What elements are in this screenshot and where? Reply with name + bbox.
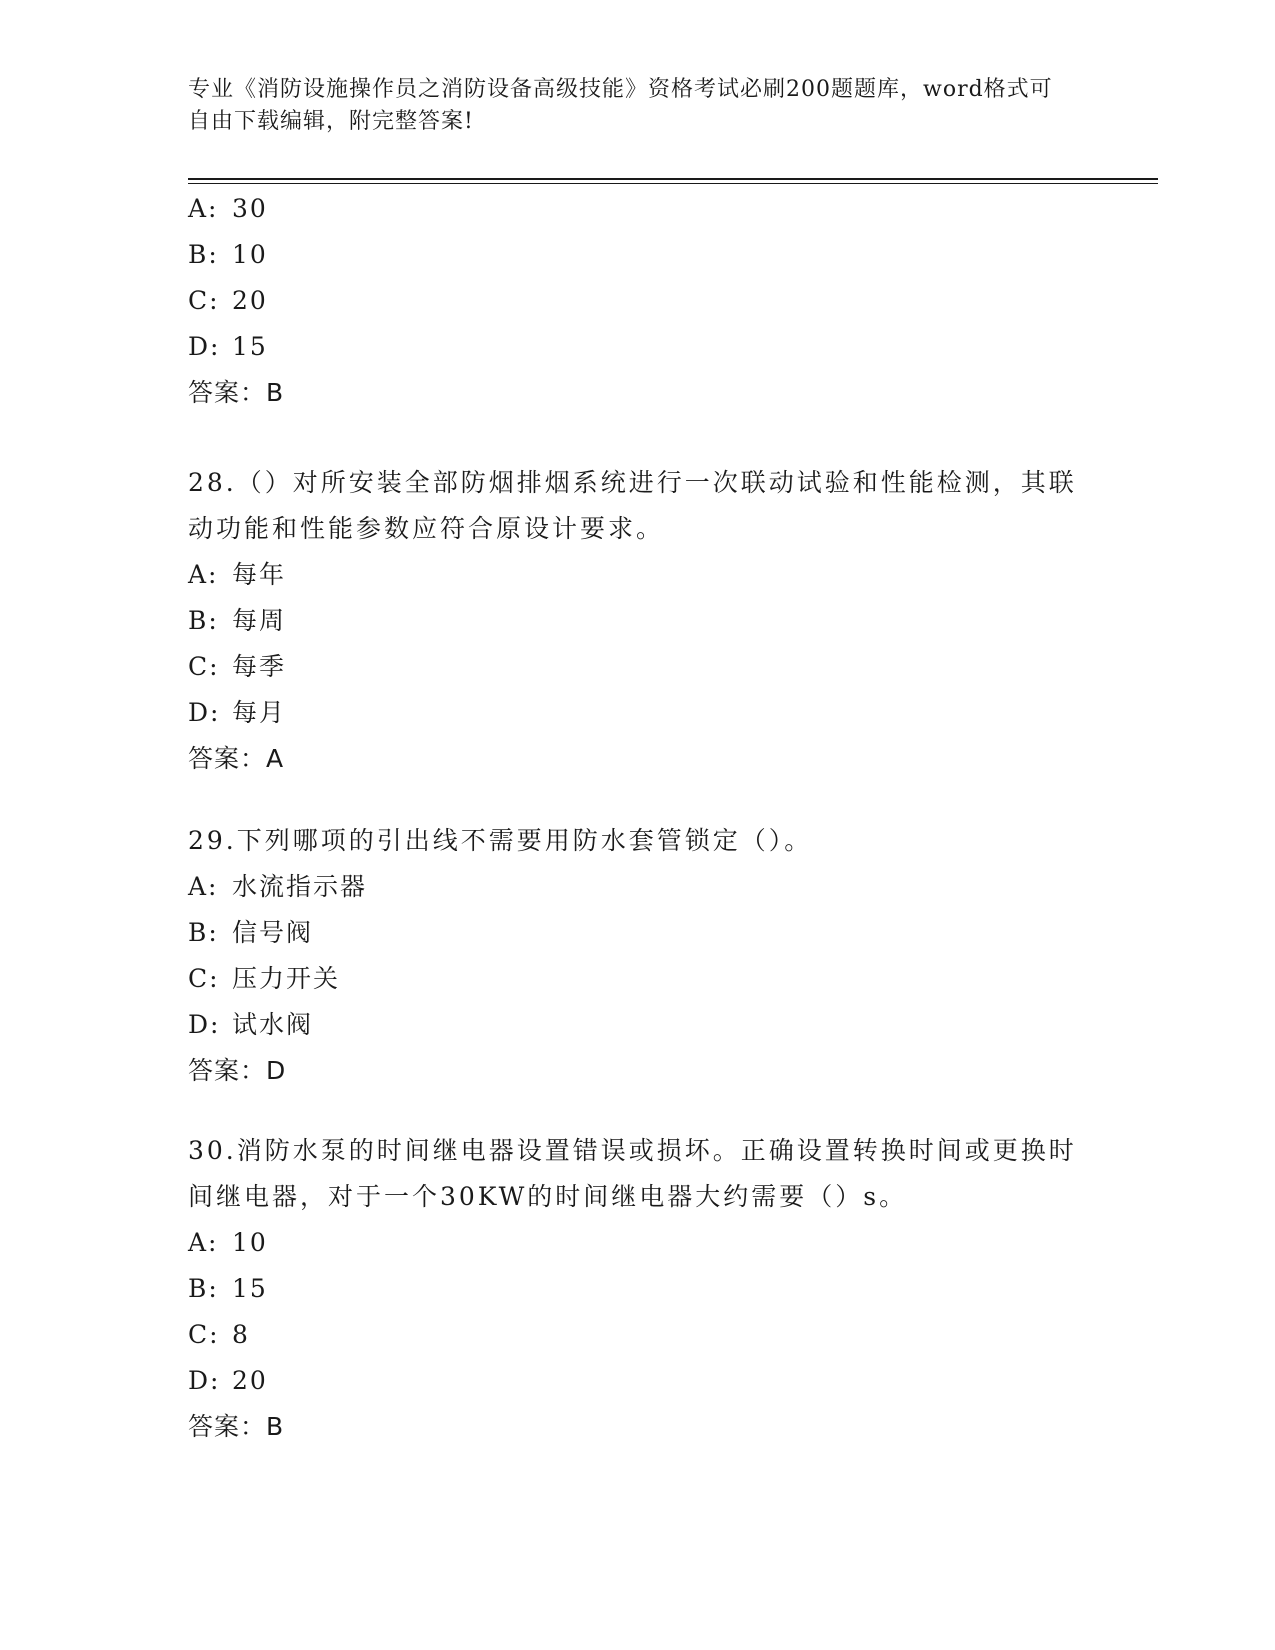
option-text: 15: [232, 332, 268, 361]
header-divider-thin: [188, 183, 1158, 184]
option-text: 10: [232, 1228, 268, 1257]
header-divider: [188, 178, 1158, 180]
option-letter: B:: [188, 606, 219, 635]
option-text: 10: [232, 240, 268, 269]
option-b: [188, 598, 1088, 644]
option-letter: B:: [188, 1274, 219, 1303]
option-letter: C:: [188, 286, 220, 315]
option-letter: D:: [188, 1366, 221, 1395]
question-28: [188, 460, 1088, 782]
option-a: [188, 864, 1088, 910]
option-letter: B:: [188, 918, 219, 947]
question-stem: 30.消防水泵的时间继电器设置错误或损坏。正确设置转换时间或更换时间继电器，对于一个30KW的时间继电器大约需要（）s。: [188, 1136, 1077, 1211]
option-text: 信号阀: [232, 918, 314, 947]
option-b: [188, 1266, 1088, 1312]
option-text: 每季: [232, 652, 287, 681]
option-text: 每月: [232, 698, 287, 727]
option-letter: A:: [188, 1228, 219, 1257]
option-a: [188, 1220, 1088, 1266]
option-text: 8: [232, 1320, 250, 1349]
option-b: [188, 910, 1088, 956]
option-d: [188, 1002, 1088, 1048]
option-c: [188, 956, 1088, 1002]
option-text: 30: [232, 194, 268, 223]
option-letter: A:: [188, 194, 219, 223]
option-b: [188, 232, 1088, 278]
option-letter: C:: [188, 652, 220, 681]
option-d: [188, 690, 1088, 736]
option-text: 压力开关: [232, 964, 341, 993]
question-27-tail: [188, 186, 1088, 416]
answer-line: 答案：D: [188, 1056, 287, 1085]
option-c: [188, 278, 1088, 324]
option-letter: B:: [188, 240, 219, 269]
question-30: [188, 1128, 1088, 1450]
option-a: [188, 552, 1088, 598]
option-letter: D:: [188, 1010, 221, 1039]
option-d: [188, 1358, 1088, 1404]
option-d: [188, 324, 1088, 370]
answer-line: 答案：A: [188, 744, 285, 773]
answer-line: 答案：B: [188, 1412, 285, 1441]
option-c: [188, 644, 1088, 690]
option-letter: D:: [188, 698, 221, 727]
option-letter: C:: [188, 964, 220, 993]
option-a: [188, 186, 1088, 232]
question-stem: 28.（）对所安装全部防烟排烟系统进行一次联动试验和性能检测，其联动功能和性能参数应符合原设计要求。: [188, 468, 1077, 543]
option-text: 水流指示器: [232, 872, 368, 901]
option-text: 每周: [232, 606, 287, 635]
option-letter: D:: [188, 332, 221, 361]
option-text: 20: [232, 286, 268, 315]
option-text: 15: [232, 1274, 268, 1303]
option-letter: A:: [188, 560, 219, 589]
option-letter: A:: [188, 872, 219, 901]
option-text: 试水阀: [232, 1010, 314, 1039]
option-text: 20: [232, 1366, 268, 1395]
answer-line: 答案：B: [188, 378, 285, 407]
option-letter: C:: [188, 1320, 220, 1349]
option-c: [188, 1312, 1088, 1358]
document-header: 专业《消防设施操作员之消防设备高级技能》资格考试必刷200题题库，word格式可自由下载编辑，附完整答案!: [188, 77, 1053, 134]
option-text: 每年: [232, 560, 287, 589]
question-stem: 29.下列哪项的引出线不需要用防水套管锁定（）。: [188, 826, 813, 855]
question-29: [188, 818, 1088, 1094]
